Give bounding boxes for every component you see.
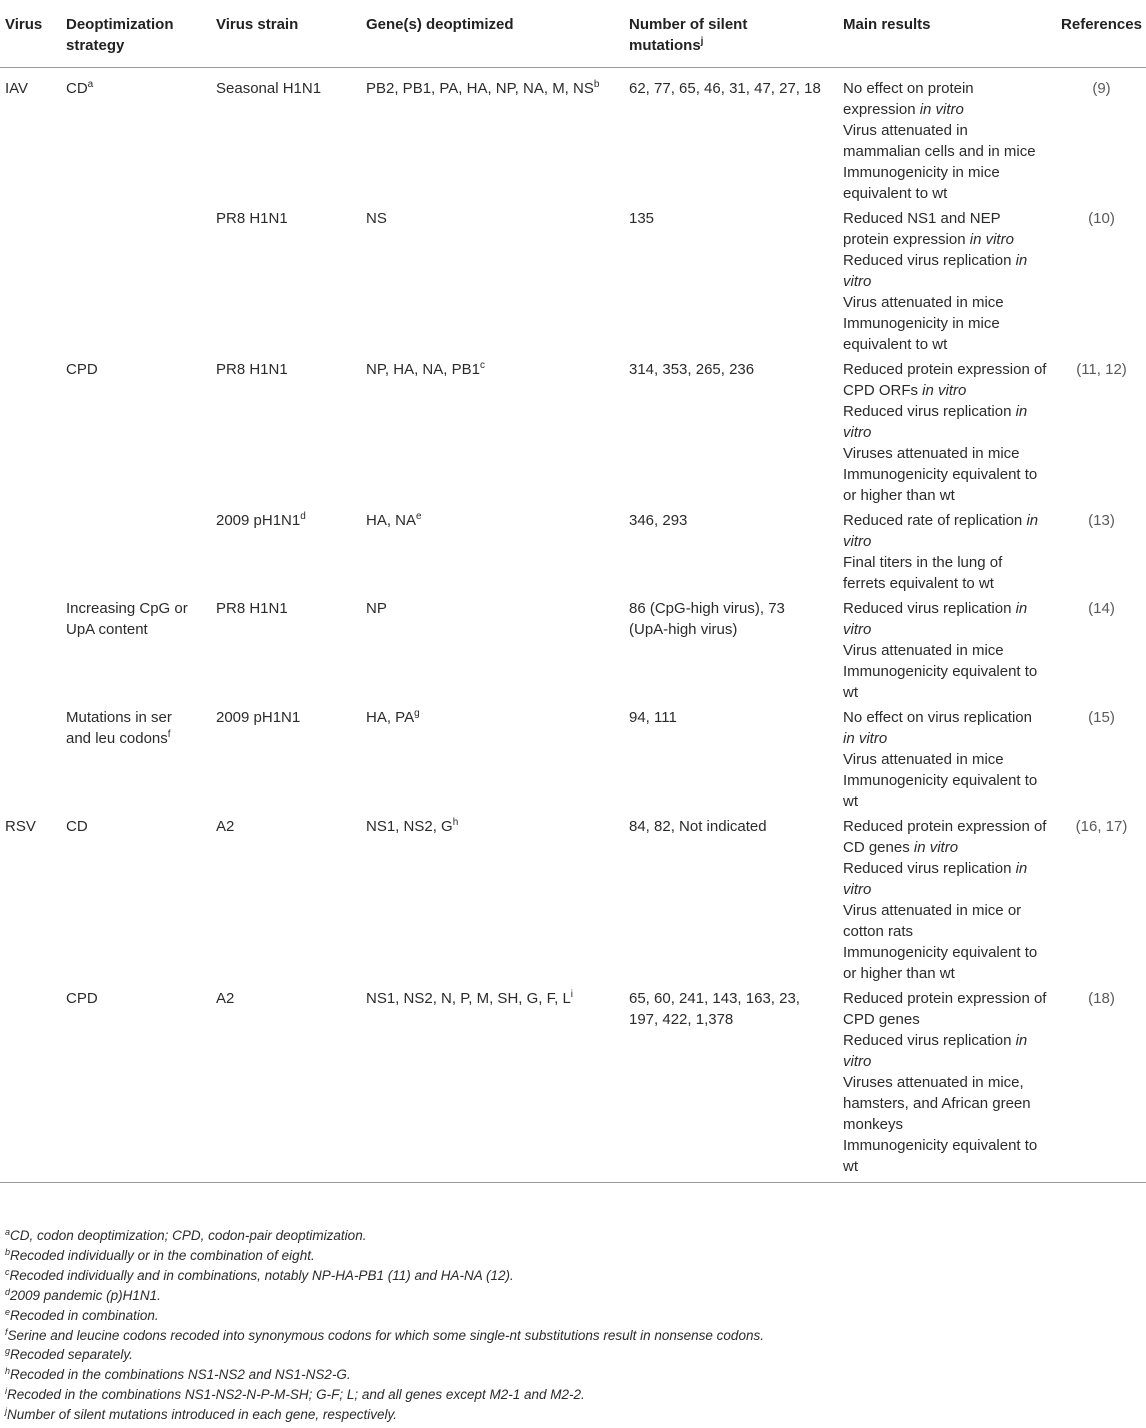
footnotes — [5, 1226, 1141, 1425]
result-text: Immunogenicity equivalent to wt — [843, 1137, 1038, 1175]
footnote-text: Number of silent mutations introduced in each gene, respectively. — [7, 1407, 397, 1423]
result-line — [843, 900, 1047, 942]
cell-genes — [366, 359, 629, 510]
strain-text: PR8 H1N1 — [216, 361, 288, 378]
result-line — [843, 988, 1047, 1030]
result-line — [843, 78, 1047, 120]
header-results: Main results — [843, 0, 1057, 68]
result-line — [843, 640, 1047, 661]
result-text: Reduced rate of replication — [843, 512, 1027, 529]
cell-virus — [5, 707, 66, 816]
table-body — [0, 68, 1146, 1183]
table-row — [0, 707, 1146, 816]
cell-strategy — [66, 359, 216, 510]
strategy-text: Mutations in ser and leu codons — [66, 709, 172, 747]
result-text: Virus attenuated in mice — [843, 642, 1004, 659]
footnote-mark: h — [5, 1366, 11, 1377]
footnote — [5, 1385, 1141, 1405]
footnote — [5, 1306, 1141, 1326]
result-text: Reduced virus replication — [843, 1032, 1016, 1049]
result-text: Immunogenicity in mice equivalent to wt — [843, 164, 1000, 202]
genes-footnote-mark: h — [452, 817, 459, 828]
result-text: Reduced protein expression of CPD genes — [843, 990, 1047, 1028]
cell-mutations: 94, 111 — [629, 709, 677, 726]
cell-genes — [366, 816, 629, 988]
result-text: Immunogenicity equivalent to or higher than wt — [843, 944, 1038, 982]
strain-text: PR8 H1N1 — [216, 210, 288, 227]
cell-mutations: 62, 77, 65, 46, 31, 47, 27, 18 — [629, 80, 821, 97]
cell-results — [843, 598, 1057, 707]
footnote — [5, 1405, 1141, 1425]
result-text: Reduced virus replication — [843, 403, 1016, 420]
result-italic: in vitro — [969, 231, 1014, 248]
result-line — [843, 1135, 1047, 1177]
cell-genes — [366, 208, 629, 359]
genes-text: HA, NA — [366, 512, 417, 529]
cell-virus — [5, 208, 66, 359]
result-italic: in vitro — [843, 403, 1028, 441]
result-italic: in vitro — [843, 1032, 1028, 1070]
header-mutations: Number of silent mutations$^j$ — [629, 0, 843, 68]
result-text: Final titers in the lung of ferrets equivalent to wt — [843, 554, 1003, 592]
result-italic: in vitro — [919, 101, 964, 118]
cell-virus: RSV — [5, 818, 36, 835]
result-line — [843, 359, 1047, 401]
result-line — [843, 162, 1047, 204]
result-line — [843, 443, 1047, 464]
footnote-text: 2009 pandemic (p)H1N1. — [10, 1287, 161, 1303]
cell-virus — [5, 598, 66, 707]
cell-results — [843, 359, 1057, 510]
result-text: Virus attenuated in mice — [843, 751, 1004, 768]
strain-footnote-mark: d — [300, 511, 306, 522]
genes-footnote-mark: g — [414, 708, 420, 719]
cell-mutations: 86 (CpG-high virus), 73 (UpA-high virus) — [629, 600, 785, 638]
result-line — [843, 208, 1047, 250]
result-text: Immunogenicity equivalent to wt — [843, 663, 1038, 701]
cell-reference: (10) — [1088, 210, 1115, 227]
footnote — [5, 1345, 1141, 1365]
result-line — [843, 401, 1047, 443]
cell-reference: (13) — [1088, 512, 1115, 529]
genes-footnote-mark: c — [479, 360, 485, 371]
cell-results — [843, 208, 1057, 359]
cell-mutations: 84, 82, Not indicated — [629, 818, 767, 835]
cell-strategy — [66, 68, 216, 209]
table-row — [0, 510, 1146, 598]
result-line — [843, 552, 1047, 594]
result-text: Reduced NS1 and NEP protein expression — [843, 210, 1001, 248]
result-italic: in vitro — [843, 512, 1039, 550]
result-line — [843, 661, 1047, 703]
cell-strategy — [66, 816, 216, 988]
strategy-text: CD — [66, 80, 88, 97]
result-line — [843, 292, 1047, 313]
footnote-mark: g — [5, 1346, 11, 1357]
cell-strategy — [66, 598, 216, 707]
cell-reference: (9) — [1092, 80, 1111, 97]
result-italic: in vitro — [843, 252, 1028, 290]
table-row — [0, 598, 1146, 707]
genes-footnote-mark: e — [416, 511, 422, 522]
genes-text: HA, PA — [366, 709, 415, 726]
cell-reference: (11, 12) — [1076, 361, 1127, 378]
footnote-text: Serine and leucine codons recoded into synonymous codons for which some single-nt substitutions result in nonsense codons. — [7, 1327, 764, 1343]
genes-footnote-mark: i — [570, 989, 574, 1000]
cell-results — [843, 988, 1057, 1183]
result-italic: in vitro — [843, 600, 1028, 638]
cell-strategy — [66, 988, 216, 1183]
result-text: Reduced protein expression of CPD ORFs — [843, 361, 1047, 399]
cell-genes — [366, 598, 629, 707]
footnote — [5, 1365, 1141, 1385]
header-strategy: Deoptimization strategy — [66, 0, 216, 68]
table-row — [0, 68, 1146, 209]
strategy-footnote-mark: a — [87, 79, 94, 90]
result-line — [843, 942, 1047, 984]
result-text: Immunogenicity equivalent to or higher than wt — [843, 466, 1038, 504]
result-text: Reduced protein expression of CD genes — [843, 818, 1047, 856]
footnote-mark: i — [5, 1386, 7, 1397]
header-virus: Virus — [5, 0, 66, 68]
result-italic: in vitro — [913, 839, 959, 856]
result-line — [843, 707, 1047, 749]
strain-text: A2 — [216, 990, 235, 1007]
result-text: Viruses attenuated in mice — [843, 445, 1020, 462]
genes-text: NS1, NS2, N, P, M, SH, G, F, L — [366, 990, 571, 1007]
genes-text: NS1, NS2, G — [366, 818, 453, 835]
genes-text: NS — [366, 210, 387, 227]
result-text: No effect on protein expression — [843, 80, 974, 118]
footnote — [5, 1226, 1141, 1246]
cell-results — [843, 510, 1057, 598]
cell-genes — [366, 68, 629, 209]
cell-results — [843, 707, 1057, 816]
strain-text: Seasonal H1N1 — [216, 80, 322, 97]
footnote-mark: e — [5, 1306, 11, 1317]
footnote-mark: j — [5, 1406, 7, 1417]
strategy-text: CPD — [66, 990, 98, 1007]
result-italic: in vitro — [922, 382, 967, 399]
cell-results — [843, 816, 1057, 988]
strain-text: PR8 H1N1 — [216, 600, 288, 617]
cell-results — [843, 68, 1057, 209]
cell-reference: (16, 17) — [1075, 818, 1128, 835]
cell-strain — [216, 988, 366, 1183]
cell-strain — [216, 707, 366, 816]
cell-strategy — [66, 208, 216, 359]
strain-text: 2009 pH1N1 — [216, 512, 301, 529]
result-text: Immunogenicity equivalent to wt — [843, 772, 1038, 810]
result-line — [843, 598, 1047, 640]
cell-genes — [366, 707, 629, 816]
genes-footnote-mark: b — [593, 79, 600, 90]
cell-virus — [5, 359, 66, 510]
cell-genes — [366, 988, 629, 1183]
footnote — [5, 1286, 1141, 1306]
result-line — [843, 1072, 1047, 1135]
cell-virus — [5, 510, 66, 598]
footnote — [5, 1246, 1141, 1266]
strain-text: 2009 pH1N1 — [216, 709, 301, 726]
cell-reference: (15) — [1088, 709, 1115, 726]
result-italic: in vitro — [843, 860, 1028, 898]
footnote-text: Recoded individually and in combinations, notably NP-HA-PB1 (11) and HA-NA (12). — [9, 1267, 514, 1283]
footnote-mark: b — [5, 1246, 11, 1257]
footnote-mark: a — [5, 1227, 11, 1237]
footnote-text: Recoded individually or in the combination of eight. — [10, 1247, 315, 1263]
result-italic: in vitro — [843, 730, 888, 747]
footnote-mark: c — [5, 1266, 10, 1277]
header-genes: Gene(s) deoptimized — [366, 0, 629, 68]
result-line — [843, 858, 1047, 900]
result-text: Reduced virus replication — [843, 600, 1016, 617]
header-strain: Virus strain — [216, 0, 366, 68]
cell-mutations: 135 — [629, 210, 655, 227]
footnote-mark: f — [5, 1326, 8, 1337]
result-line — [843, 510, 1047, 552]
cell-mutations: 346, 293 — [629, 512, 688, 529]
strategy-text: CD — [66, 818, 88, 835]
cell-genes — [366, 510, 629, 598]
cell-strain — [216, 510, 366, 598]
result-line — [843, 816, 1047, 858]
result-text: No effect on virus replication — [843, 709, 1032, 726]
cell-mutations: 65, 60, 241, 143, 163, 23, 197, 422, 1,378 — [629, 988, 843, 1183]
cell-strategy — [66, 510, 216, 598]
cell-strain — [216, 359, 366, 510]
cell-strain — [216, 598, 366, 707]
footnote-text: Recoded in the combinations NS1-NS2-N-P-M-SH; G-F; L; and all genes except M2-1 and M2-2. — [7, 1387, 585, 1403]
result-text: Immunogenicity in mice equivalent to wt — [843, 315, 1000, 353]
cell-virus: IAV — [5, 80, 29, 97]
result-text: Virus attenuated in mice or cotton rats — [843, 902, 1022, 940]
table-row — [0, 208, 1146, 359]
footnote-text: Recoded in the combinations NS1-NS2 and NS1-NS2-G. — [10, 1367, 351, 1383]
strategy-text: CPD — [66, 361, 98, 378]
cell-reference: (14) — [1088, 600, 1115, 617]
strategy-footnote-mark: f — [167, 729, 171, 740]
genes-text: NP — [366, 600, 387, 617]
result-line — [843, 120, 1047, 162]
result-line — [843, 1030, 1047, 1072]
footnote — [5, 1266, 1141, 1286]
result-line — [843, 313, 1047, 355]
cell-virus — [5, 988, 66, 1183]
genes-text: NP, HA, NA, PB1 — [366, 361, 480, 378]
footnote-mark: d — [5, 1286, 11, 1297]
header-row — [0, 0, 1146, 68]
footnote-text: Recoded in combination. — [10, 1307, 159, 1323]
header-references: References — [1057, 0, 1146, 68]
cell-strain — [216, 68, 366, 209]
cell-reference: (18) — [1057, 988, 1146, 1183]
genes-text: PB2, PB1, PA, HA, NP, NA, M, NS — [366, 80, 594, 97]
result-text: Reduced virus replication — [843, 860, 1016, 877]
result-text: Viruses attenuated in mice, hamsters, and African green monkeys — [843, 1074, 1031, 1133]
cell-strain — [216, 816, 366, 988]
cell-mutations: 314, 353, 265, 236 — [629, 361, 755, 378]
table-row — [0, 359, 1146, 510]
table-row — [0, 988, 1146, 1183]
result-text: Reduced virus replication — [843, 252, 1016, 269]
result-line — [843, 250, 1047, 292]
result-line — [843, 770, 1047, 812]
footnote-text: CD, codon deoptimization; CPD, codon-pair deoptimization. — [10, 1228, 367, 1243]
cell-strain — [216, 208, 366, 359]
strain-text: A2 — [216, 818, 235, 835]
table-row — [0, 816, 1146, 988]
result-text: Virus attenuated in mice — [843, 294, 1004, 311]
footnote-text: Recoded separately. — [10, 1347, 133, 1363]
cell-strategy — [66, 707, 216, 816]
result-line — [843, 464, 1047, 506]
footnote — [5, 1326, 1141, 1346]
strategy-text: Increasing CpG or UpA content — [66, 600, 188, 638]
result-text: Virus attenuated in mammalian cells and in mice — [843, 122, 1036, 160]
result-line — [843, 749, 1047, 770]
